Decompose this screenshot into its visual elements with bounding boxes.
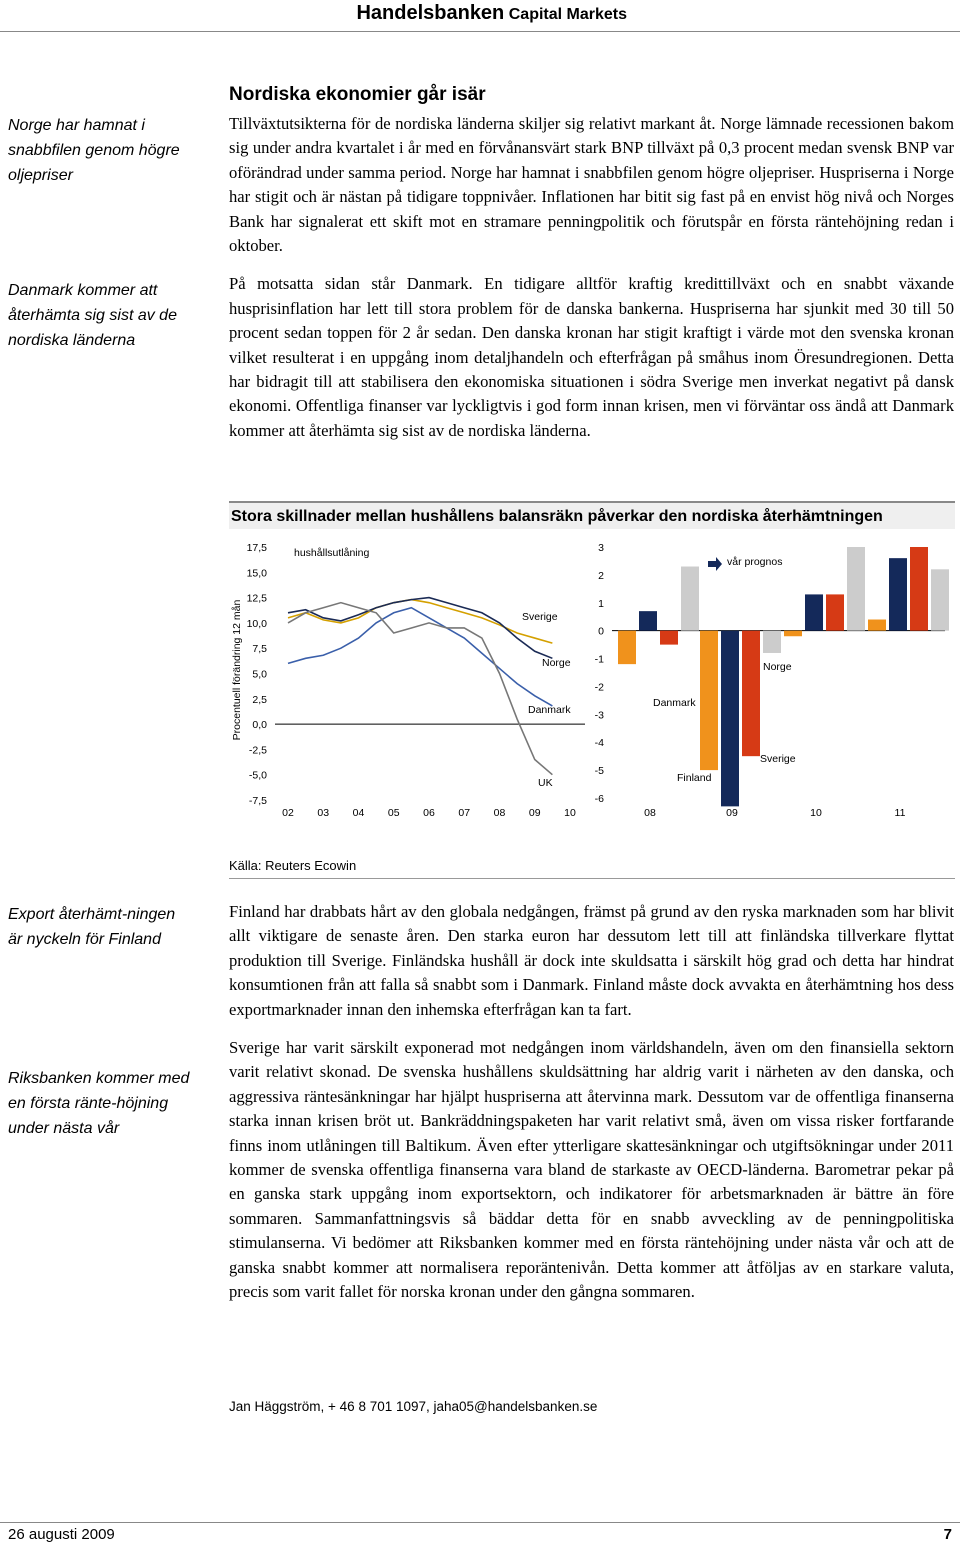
y-tick-label: -5 — [594, 765, 604, 778]
y-tick-label: -3 — [594, 709, 604, 722]
bar-label-danmark: Danmark — [653, 697, 696, 709]
y-tick-label: -6 — [594, 793, 604, 805]
series-label-uk: UK — [538, 777, 553, 789]
chart-area — [0, 530, 960, 830]
margin-note-riksbanken: Riksbanken kommer med en första ränte-höjning under nästa vår — [8, 1070, 190, 1137]
bar-danmark-11 — [868, 620, 886, 631]
margin-note-norge: Norge har hamnat i snabbfilen genom högre oljepriser — [8, 117, 180, 184]
x-tick-label: 04 — [352, 807, 365, 819]
x-tick-label: 09 — [726, 807, 738, 819]
y-tick-label: 5,0 — [252, 668, 267, 681]
chart-source: Källa: Reuters Ecowin — [229, 858, 357, 873]
y-axis-label: Procentuell förändring 12 mån — [231, 599, 243, 741]
x-tick-label: 08 — [644, 807, 656, 819]
y-tick-label: 7,5 — [252, 643, 267, 656]
paragraph-finland: Finland har drabbats hårt av den globala nedgången, främst på grund av den ryska marknaden som har blivit allt viktigare de senaste åren. Den starka euron har dessutom lett till att finländska tillverkare flyttat produktion till Sverige. Finländska hushåll är dock inte skuldsatta i särskilt hög grad och detta har hindrat konsumtionen från att falla så snabbt som i Danmark. Finland måste dock avvakta en återhämtning hos dess exportmarknader innan den inhemska efterfrågan kan ta fart. — [229, 902, 954, 1019]
y-tick-label: -5,0 — [248, 769, 267, 782]
bar-finland-09 — [721, 631, 739, 807]
y-tick-label: -7,5 — [248, 795, 267, 807]
article-section-2 — [229, 900, 954, 1319]
bar-label-norge: Norge — [763, 661, 792, 673]
bar-label-sverige: Sverige — [760, 753, 796, 765]
x-tick-label: 10 — [810, 807, 822, 819]
margin-note-finland: Export återhämt-ningen är nyckeln för Finland — [8, 906, 176, 948]
y-tick-label: 2,5 — [252, 693, 267, 706]
author-contact: Jan Häggström, + 46 8 701 1097, jaha05@handelsbanken.se — [229, 1399, 598, 1414]
page-header — [0, 0, 960, 28]
y-tick-label: 2 — [598, 569, 604, 582]
article-section-1 — [229, 112, 954, 457]
y-tick-label: 0,0 — [252, 719, 267, 732]
page-number: 7 — [943, 1526, 952, 1543]
bar-chart-title: vår prognos — [727, 556, 783, 568]
x-tick-label: 10 — [564, 807, 576, 819]
header-rule — [0, 31, 960, 32]
x-tick-label: 11 — [894, 807, 906, 819]
brand-logo — [356, 2, 627, 25]
y-tick-label: 15,0 — [246, 567, 267, 580]
x-tick-label: 03 — [317, 807, 330, 819]
arrow-icon — [708, 557, 722, 571]
bar-chart-forecast — [595, 542, 949, 819]
x-tick-label: 08 — [493, 807, 506, 819]
x-tick-label: 07 — [458, 807, 471, 819]
x-tick-label: 09 — [528, 807, 541, 819]
bar-sverige-11 — [910, 547, 928, 631]
paragraph-sverige: Sverige har varit särskilt exponerad mot nedgången inom världshandeln, även om den finansiella sektorn varit relativt skonad. De svenska hushållens skuldsättning har aldrig varit i närheten av den danska, och aggressiva räntesänkningar har hjälpt huspriserna att återvinna mark. Dessutom var de offentliga finanserna starka innan krisen bröt ut. Bankräddningspaketen har varit relativt små, även om vissa risker fortfarande finns inom utlåningen till Baltikum. Även efter ytterligare skattesänkningar och utgiftsökningar under 2011 kommer de svenska offentliga finanserna vara bland de starkaste av OECD-länderna. Barometrar pekar på en ganska stark uppgång inom exportsektorn, och indikatorer för arbetsmarknaden är bättre än före sommaren. Sammanfattningsvis så bäddar detta för en snabb avveckling av de penningpolitiska stimulanserna. Vi bedömer att Riksbanken kommer med en första räntehöjning under nästa vår och att de ganska snabbt kommer att normalisera reporäntenivån. Detta kommer att åtföljas av en starkare valuta, precis som varit fallet för norska kronan under den gångna sommaren. — [229, 1038, 954, 1302]
x-tick-label: 02 — [282, 807, 294, 819]
y-tick-label: 0 — [598, 625, 604, 638]
bar-sverige-09 — [742, 631, 760, 756]
chart-title: Stora skillnader mellan hushållens balansräkn påverkar den nordiska återhämtningen — [229, 501, 955, 529]
margin-note-danmark: Danmark kommer att återhämta sig sist av de nordiska länderna — [8, 282, 177, 349]
paragraph-danmark: På motsatta sidan står Danmark. En tidigare alltför kraftig kredittillväxt och en snabbt växande husprisinflation har lett till stora problem för de danska bankerna. Huspriserna har sjunkit med 30 till 50 procent sedan toppen för 2 år sedan. Den danska kronan har stigit kraftigt i värde mot den svenska kronan vilket resulterat i en uppgång inom detaljhandeln och efterfrågan på småhus inom Öresundregionen. Detta har bidragit till att stabilisera den ekonomiska situationen i södra Sverige men inverkat negativt på dansk ekonomi. Offentliga finanser var lyckligtvis i god form innan krisen, men vi förväntar oss ändå att Danmark kommer att återhämta sig sist av de nordiska länderna. — [229, 274, 954, 440]
bar-norge-11 — [931, 569, 949, 630]
y-tick-label: 17,5 — [246, 542, 267, 554]
bar-norge-09 — [763, 631, 781, 653]
source-rule — [229, 878, 955, 879]
bar-finland-10 — [805, 594, 823, 630]
y-tick-label: -2 — [594, 681, 604, 694]
brand-main: Handelsbanken — [356, 2, 505, 24]
bar-norge-08 — [681, 567, 699, 631]
series-line-danmark — [288, 608, 552, 706]
line-chart-household-lending — [231, 542, 585, 819]
bar-label-finland: Finland — [677, 772, 712, 784]
bar-danmark-10 — [784, 631, 802, 637]
y-tick-label: -4 — [594, 737, 604, 750]
x-tick-label: 05 — [387, 807, 400, 819]
bar-sverige-10 — [826, 594, 844, 630]
footer-rule — [0, 1522, 960, 1523]
bar-danmark-09 — [700, 631, 718, 770]
y-tick-label: -2,5 — [248, 744, 267, 757]
y-tick-label: 12,5 — [246, 592, 267, 605]
series-label-norge: Norge — [542, 657, 571, 669]
y-tick-label: 3 — [598, 542, 604, 554]
paragraph-norge: Tillväxtutsikterna för de nordiska länderna skiljer sig relativt markant åt. Norge lämnade recessionen bakom sig under andra kvartalet i år med en förvånansvärt stark BNP tillväxt på 0,3 procent medan svensk BNP var oförändrad under samma period. Norge har hamnat i snabbfilen genom högre oljepriser. Huspriserna i Norge har stigit och är nästan på tidigare toppnivåer. Inflationen har bitit sig fast på en envist hög nivå och Norges Bank har signalerat ett skift mot en stramare penningpolitik och förutspår en första räntehöjning redan i oktober. — [229, 114, 954, 256]
bar-norge-10 — [847, 547, 865, 631]
y-tick-label: 1 — [598, 597, 604, 610]
series-label-sverige: Sverige — [522, 611, 558, 623]
y-tick-label: -1 — [594, 653, 604, 666]
footer-date: 26 augusti 2009 — [8, 1526, 115, 1543]
bar-danmark-08 — [618, 631, 636, 664]
bar-sverige-08 — [660, 631, 678, 645]
article-heading: Nordiska ekonomier går isär — [229, 84, 486, 105]
series-label-danmark: Danmark — [528, 704, 571, 716]
y-tick-label: 10,0 — [246, 617, 267, 630]
bar-finland-11 — [889, 558, 907, 631]
brand-sub: Capital Markets — [508, 6, 627, 23]
line-chart-title: hushållsutlåning — [294, 547, 370, 559]
x-tick-label: 06 — [423, 807, 435, 819]
series-line-uk — [288, 603, 552, 775]
bar-finland-08 — [639, 611, 657, 631]
